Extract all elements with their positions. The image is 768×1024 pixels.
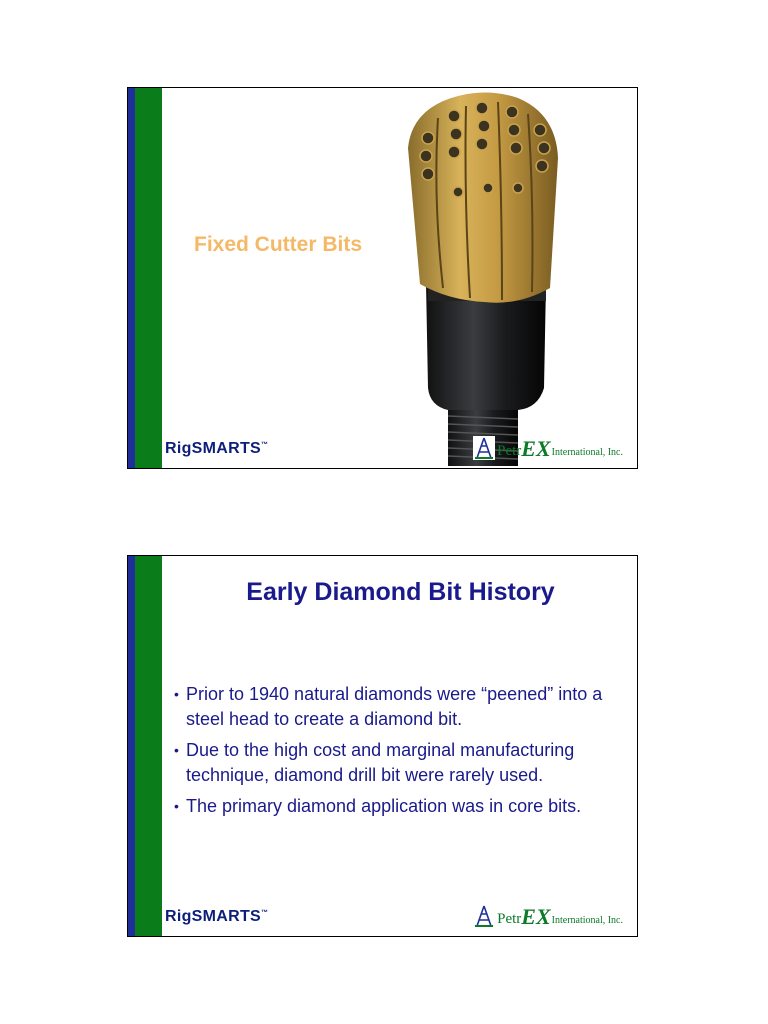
left-accent-bar-blue [128,556,135,936]
bullet-item: • Prior to 1940 natural diamonds were “peened” into a steel head to create a diamond bit. [174,684,603,729]
petrex-logo: Petr EX International, Inc. [473,436,623,460]
oil-derrick-icon [473,436,495,460]
bullet-dot: • [174,686,179,702]
bullet-item: • The primary diamond application was in core bits. [174,794,634,819]
rigsmarts-logo: RigSMARTS™ [165,440,269,457]
slide-title: Fixed Cutter Bits [194,233,363,256]
rigsmarts-logo: RigSMARTS™ [165,908,269,925]
slide-title: Early Diamond Bit History [246,578,555,606]
slide-fixed-cutter-bits [127,87,638,469]
oil-derrick-icon [473,904,495,928]
left-accent-bar-green [135,556,162,936]
bullet-dot: • [174,798,179,814]
petrex-logo: Petr EX International, Inc. [473,904,623,928]
bullet-dot: • [174,742,179,758]
bullet-item: • Due to the high cost and marginal manufacturing technique, diamond drill bit were rarely used. [174,740,575,785]
left-accent-bar-blue [128,88,135,468]
bullet-list [174,682,634,825]
slide-early-diamond-bit-history [127,555,638,937]
pdc-drill-bit-image [398,88,568,468]
left-accent-bar-green [135,88,162,468]
